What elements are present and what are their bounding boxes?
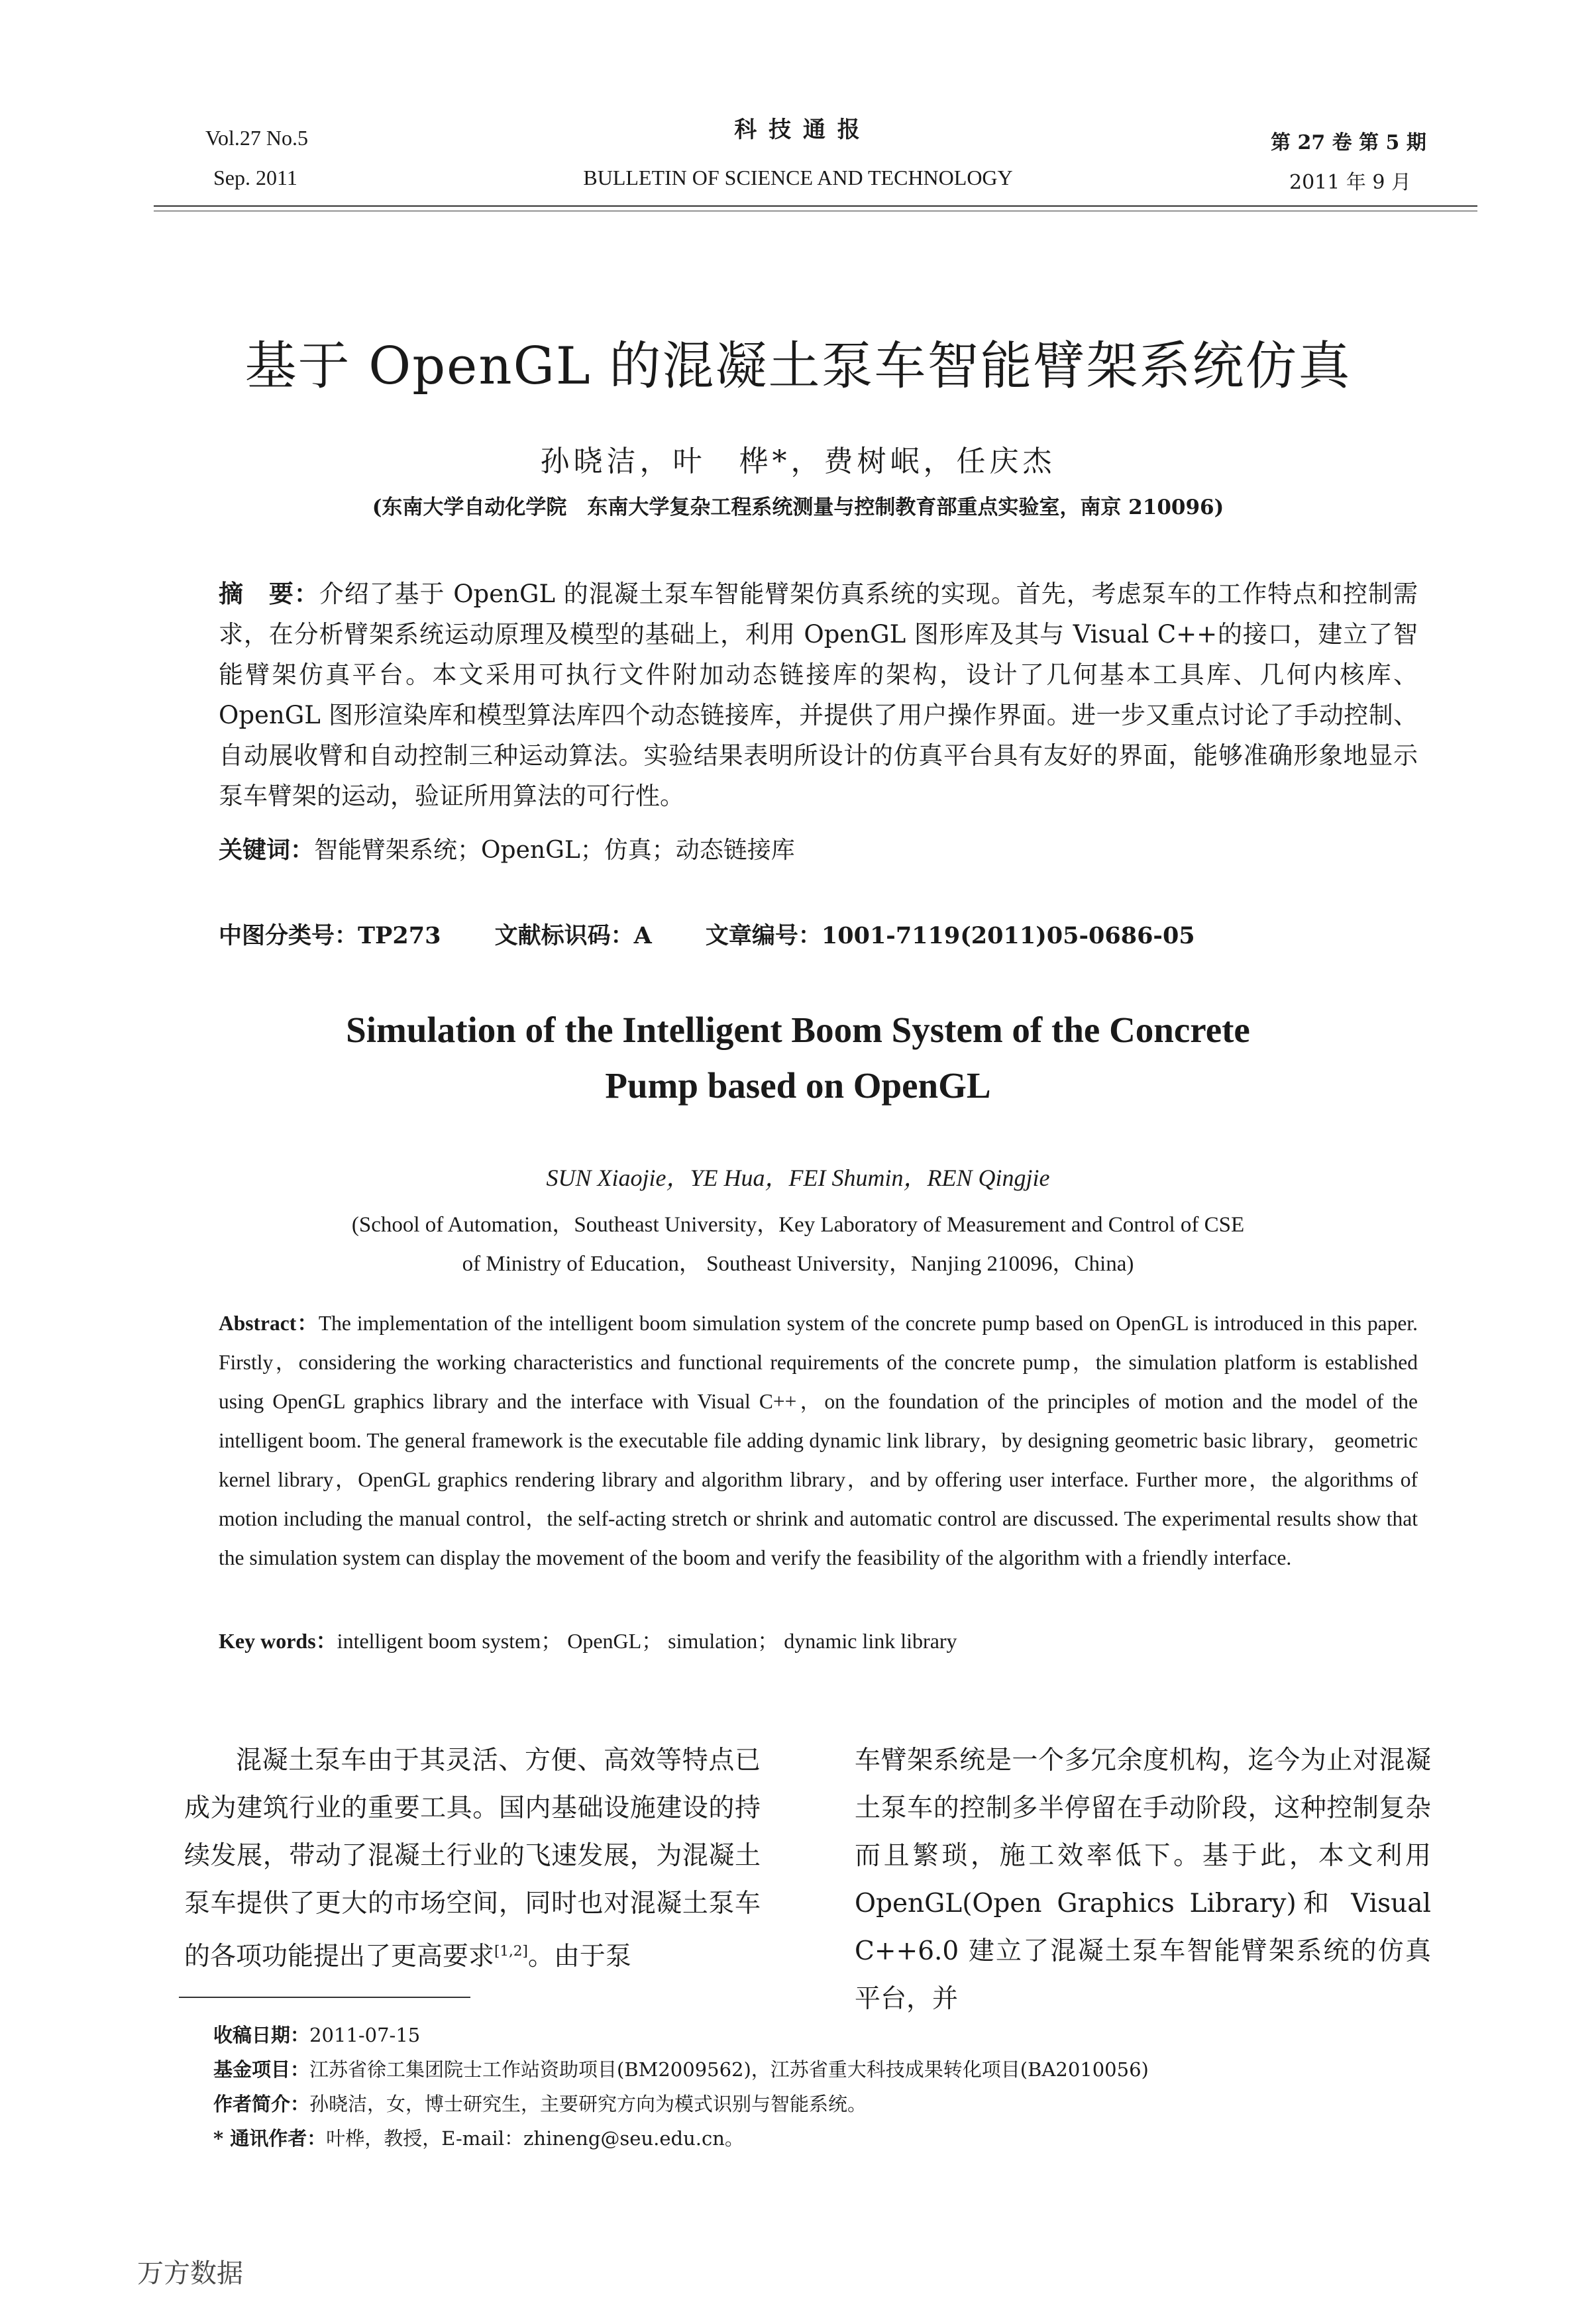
authors-cn: 孙晓洁，叶 桦*，费树岷，任庆杰 (540, 445, 1056, 478)
abstract-cn-label: 摘 要： (219, 579, 319, 608)
footnote-bio (213, 2089, 867, 2117)
paper-title-en-line2: Pump based on OpenGL (605, 1065, 991, 1106)
abstract-cn-text: 介绍了基于 OpenGL 的混凝土泵车智能臂架仿真系统的实现。首先，考虑泵车的工作特点和控制需求，在分析臂架系统运动原理及模型的基础上，利用 OpenGL 图形库及其与 Visual C++的接口，建立了智能臂架仿真平台。本文采用可执行文件附加动态链接库的架构，设计了几何基本工具库、几何内核库、OpenGL 图形渲染库和模型算法库四个动态链接库，并提供了用户操作界面。进一步又重点讨论了手动控制、自动展收臂和自动控制三种运动算法。实验结果表明所设计的仿真平台具有友好的界面，能够准确形象地显示泵车臂架的运动，验证所用算法的可行性。 (219, 580, 1418, 810)
keywords-cn (219, 831, 795, 865)
footnote-bio-label: 作者简介： (213, 2093, 310, 2115)
keywords-en-label: Key words： (219, 1629, 337, 1653)
abstract-cn (219, 574, 1418, 816)
citation-ref: [1,2] (494, 1943, 528, 1960)
volume-number: Vol.27 No.5 (205, 126, 308, 150)
footnote-received (213, 2020, 420, 2048)
footnote-bio-text: 孙晓洁，女，博士研究生，主要研究方向为模式识别与智能系统。 (309, 2093, 867, 2115)
issue-date-cn: 2011 年 9 月 (1289, 171, 1412, 194)
affiliation-cn: (东南大学自动化学院 东南大学复杂工程系统测量与控制教育部重点实验室，南京 210096) (372, 496, 1224, 519)
keywords-cn-label: 关键词： (219, 836, 315, 864)
keywords-cn-text: 智能臂架系统；OpenGL；仿真；动态链接库 (314, 837, 795, 864)
body-column-right: 车臂架系统是一个多冗余度机构，迄今为止对混凝土泵车的控制多半停留在手动阶段，这种控制复杂而且繁琐，施工效率低下。基于此，本文利用 OpenGL(Open Graphics Library)和 Visual C++6.0 建立了混凝土泵车智能臂架系统的仿真平台，并 (855, 1746, 1431, 2014)
document-code: 文献标识码：A (494, 922, 652, 949)
footnote-rule (179, 1997, 470, 1998)
abstract-en-label: Abstract： (219, 1312, 319, 1335)
affiliation-en (0, 1206, 1596, 1284)
footnote-fund (213, 2055, 1149, 2082)
issue-date-en: Sep. 2011 (213, 166, 297, 189)
affiliation-en-line1: (School of Automation，Southeast University，Key Laboratory of Measurement and Control of CSE (351, 1213, 1245, 1237)
affiliation-en-line2: of Ministry of Education， Southeast University，Nanjing 210096，China) (462, 1252, 1134, 1276)
abstract-en (219, 1304, 1418, 1577)
body-left-tail: 。由于泵 (527, 1942, 631, 1971)
wanfang-watermark: 万方数据 (137, 2258, 243, 2289)
journal-name-cn: 科 技 通 报 (734, 117, 862, 143)
footnote-received-text: 2011-07-15 (309, 2024, 421, 2046)
footnote-corr-label: * 通讯作者： (213, 2127, 327, 2150)
classification-line (219, 918, 1242, 951)
keywords-en-text: intelligent boom system； OpenGL； simulation； dynamic link library (337, 1629, 957, 1653)
paper-title-cn: 基于 OpenGL 的混凝土泵车智能臂架系统仿真 (244, 337, 1352, 396)
footnote-corresponding (213, 2124, 744, 2151)
paper-title-en-line1: Simulation of the Intelligent Boom System of the Concrete (346, 1010, 1250, 1050)
keywords-en (219, 1624, 957, 1655)
abstract-en-text: The implementation of the intelligent boom simulation system of the concrete pump based on OpenGL is introduced in this paper. Firstly，considering the working characteristics and functional requirements of the concrete pump，the simulation platform is established using OpenGL graphics library and the interface with Visual C++，on the foundation of the principles of motion and the model of the intelligent boom. The general framework is the executable file adding dynamic link library，by designing geometric basic library， geometric kernel library，OpenGL graphics rendering library and algorithm library，and by offering user interface. Further more，the algorithms of motion including the manual control，the self-acting stretch or shrink and automatic control are discussed. The experimental results show that the simulation system can display the movement of the boom and verify the feasibility of the algorithm with a friendly interface. (219, 1312, 1418, 1569)
footnote-fund-label: 基金项目： (213, 2058, 310, 2081)
footnote-corr-text: 叶桦，教授，E-mail：zhineng@seu.edu.cn。 (326, 2127, 744, 2150)
body-column-left (184, 1737, 761, 1981)
journal-name-en: BULLETIN OF SCIENCE AND TECHNOLOGY (583, 166, 1013, 189)
authors-en: SUN Xiaojie，YE Hua，FEI Shumin，REN Qingjie (546, 1165, 1050, 1191)
body-left-text: 混凝土泵车由于其灵活、方便、高效等特点已成为建筑行业的重要工具。国内基础设施建设的持续发展，带动了混凝土行业的飞速发展，为混凝土泵车提供了更大的市场空间，同时也对混凝土泵车的各项功能提出了更高要求 (184, 1746, 761, 1971)
footnote-fund-text: 江苏省徐工集团院士工作站资助项目(BM2009562)，江苏省重大科技成果转化项目(BA2010056) (309, 2058, 1149, 2081)
header-rule-top (154, 205, 1477, 207)
footnote-received-label: 收稿日期： (213, 2024, 310, 2046)
paper-title-en (0, 1002, 1596, 1114)
article-number: 文章编号：1001-7119(2011)05-0686-05 (705, 922, 1195, 949)
volume-number-cn: 第 27 卷 第 5 期 (1271, 131, 1426, 154)
clc-number: 中图分类号：TP273 (219, 922, 441, 949)
